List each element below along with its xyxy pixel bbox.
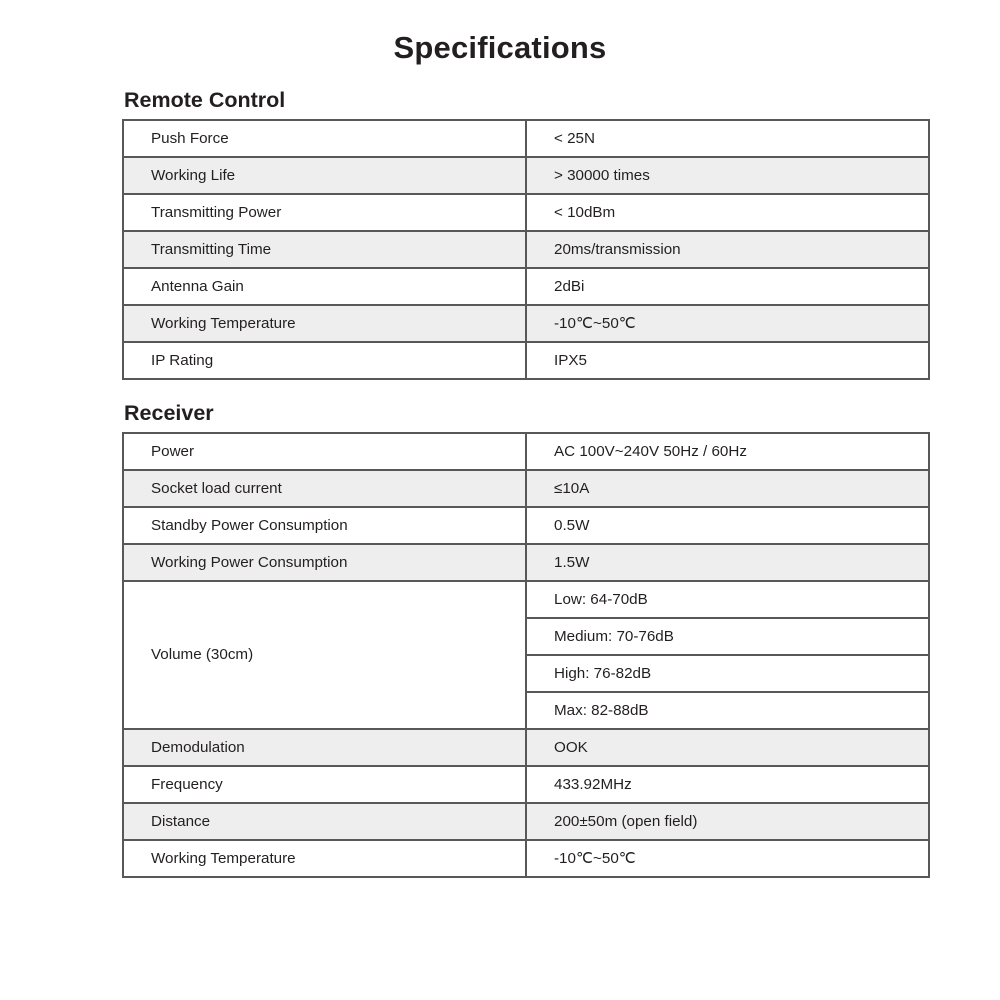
table-cell-value: -10℃~50℃	[526, 305, 929, 342]
spec-table-remote-control	[122, 119, 930, 380]
table-row	[123, 544, 929, 581]
table-row	[123, 342, 929, 379]
table-cell-value: < 25N	[526, 120, 929, 157]
page-title: Specifications	[393, 30, 607, 65]
table-cell-value: Medium: 70-76dB	[526, 618, 929, 655]
table-cell-label: Transmitting Time	[123, 231, 526, 268]
table-row	[123, 581, 929, 618]
table-row	[123, 305, 929, 342]
table-cell-value: Max: 82-88dB	[526, 692, 929, 729]
table-cell-value: ≤10A	[526, 470, 929, 507]
table-cell-label: Working Life	[123, 157, 526, 194]
table-cell-label: Frequency	[123, 766, 526, 803]
table-cell-value: -10℃~50℃	[526, 840, 929, 877]
table-row	[123, 194, 929, 231]
table-cell-label: IP Rating	[123, 342, 526, 379]
table-row	[123, 157, 929, 194]
table-row	[123, 433, 929, 470]
table-cell-value: 200±50m (open field)	[526, 803, 929, 840]
table-row	[123, 231, 929, 268]
table-row	[123, 766, 929, 803]
section-heading-remote-control: Remote Control	[124, 88, 286, 112]
table-cell-label: Working Power Consumption	[123, 544, 526, 581]
table-cell-label: Working Temperature	[123, 840, 526, 877]
table-cell-label: Push Force	[123, 120, 526, 157]
table-row	[123, 507, 929, 544]
table-cell-label: Demodulation	[123, 729, 526, 766]
table-cell-label: Distance	[123, 803, 526, 840]
section-remote-control	[122, 90, 878, 380]
section-receiver	[122, 403, 878, 878]
table-cell-value: High: 76-82dB	[526, 655, 929, 692]
table-cell-label: Standby Power Consumption	[123, 507, 526, 544]
table-cell-label: Working Temperature	[123, 305, 526, 342]
table-row	[123, 729, 929, 766]
table-row	[123, 120, 929, 157]
table-row	[123, 803, 929, 840]
table-cell-label: Antenna Gain	[123, 268, 526, 305]
table-cell-value: OOK	[526, 729, 929, 766]
table-cell-value: 1.5W	[526, 544, 929, 581]
table-cell-label: Power	[123, 433, 526, 470]
table-cell-value: 20ms/transmission	[526, 231, 929, 268]
table-cell-value: 0.5W	[526, 507, 929, 544]
section-heading-receiver: Receiver	[124, 401, 214, 425]
table-cell-value: 2dBi	[526, 268, 929, 305]
table-cell-value: AC 100V~240V 50Hz / 60Hz	[526, 433, 929, 470]
table-cell-value: 433.92MHz	[526, 766, 929, 803]
table-cell-value: < 10dBm	[526, 194, 929, 231]
table-cell-value: > 30000 times	[526, 157, 929, 194]
table-row	[123, 840, 929, 877]
table-row	[123, 268, 929, 305]
table-cell-label: Volume (30cm)	[123, 581, 526, 729]
table-cell-value: Low: 64-70dB	[526, 581, 929, 618]
spec-table-receiver	[122, 432, 930, 878]
table-row	[123, 470, 929, 507]
table-cell-label: Transmitting Power	[123, 194, 526, 231]
table-cell-value: IPX5	[526, 342, 929, 379]
table-cell-label: Socket load current	[123, 470, 526, 507]
